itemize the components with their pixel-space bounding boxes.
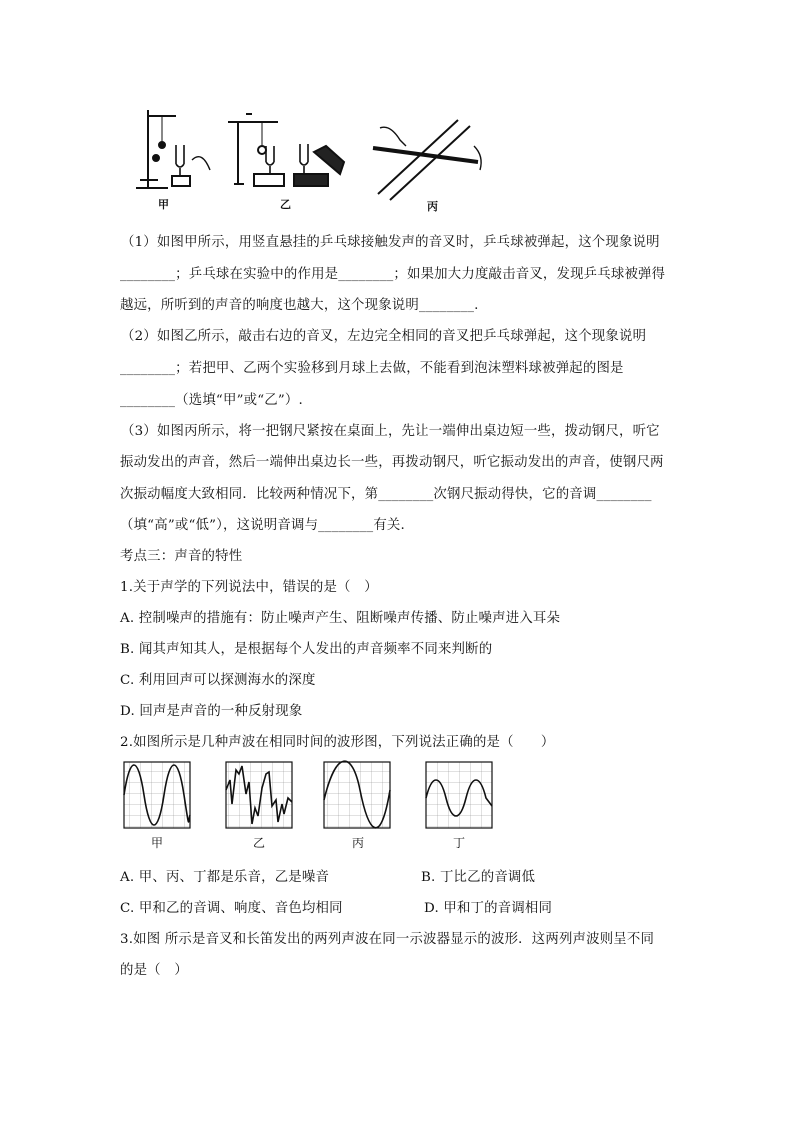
text-line: （填“高”或“低”），这说明音调与________有关. <box>120 518 405 533</box>
q2-option-a: A. 甲、丙、丁都是乐音，乙是噪音 <box>120 870 330 885</box>
text-line: （3）如图丙所示，将一把钢尺紧按在桌面上，先让一端伸出桌边短一些，拨动钢尺，听它 <box>121 424 660 439</box>
text-line: 振动发出的声音，然后一端伸出桌边长一些，再拨动钢尺，听它振动发出的声音，使钢尺两 <box>120 455 664 470</box>
q2-option-b: B. 丁比乙的音调低 <box>421 870 536 885</box>
q1-option-c: C. 利用回声可以探测海水的深度 <box>120 673 316 688</box>
text-line: ________；若把甲、乙两个实验移到月球上去做，不能看到泡沫塑料球被弹起的图是 <box>120 361 624 376</box>
waveform-ding <box>426 762 492 828</box>
question-3-cont: 的是（ ） <box>120 963 188 978</box>
question-3: 3.如图 所示是音叉和长笛发出的两列声波在同一示波器显示的波形．这两列声波则呈不同 <box>120 932 655 947</box>
q2-option-d: D. 甲和丁的音调相同 <box>424 901 553 916</box>
experiment-figure <box>128 100 508 212</box>
q1-option-b: B. 闻其声知其人，是根据每个人发出的声音频率不同来判断的 <box>120 642 493 657</box>
q2-option-c: C. 甲和乙的音调、响度、音色均相同 <box>120 901 343 916</box>
waveform-figure <box>118 760 498 832</box>
figure-label-yi: 乙 <box>280 198 291 211</box>
q1-option-d: D. 回声是声音的一种反射现象 <box>120 704 303 719</box>
text-line: ________；乒乓球在实验中的作用是________；如果加大力度敲击音叉，发现乒乓球被弹得 <box>120 267 666 282</box>
waveform-label-bing: 丙 <box>352 836 365 850</box>
text-line: （2）如图乙所示，敲击右边的音叉，左边完全相同的音叉把乒乓球弹起，这个现象说明 <box>121 329 647 344</box>
waveform-label-jia: 甲 <box>151 836 164 850</box>
text-line: 次振动幅度大致相同．比较两种情况下，第________次钢尺振动得快，它的音调________ <box>120 487 652 502</box>
waveform-label-ding: 丁 <box>453 836 466 850</box>
text-line: 越远，所听到的声音的响度也越大，这个现象说明________. <box>120 298 479 313</box>
waveform-label-yi: 乙 <box>253 836 266 850</box>
q1-option-a: A. 控制噪声的措施有：防止噪声产生、阻断噪声传播、防止噪声进入耳朵 <box>120 611 561 626</box>
waveform-yi <box>226 762 292 828</box>
section-heading: 考点三：声音的特性 <box>120 549 243 564</box>
text-line: ________（选填“甲”或“乙”）. <box>120 393 303 408</box>
figure-label-bing: 丙 <box>427 200 438 213</box>
figure-label-jia: 甲 <box>158 198 169 211</box>
text-line: （1）如图甲所示，用竖直悬挂的乒乓球接触发声的音叉时，乒乓球被弹起，这个现象说明 <box>121 235 660 250</box>
waveform-bing <box>324 761 390 828</box>
question-1: 1.关于声学的下列说法中，错误的是（ ） <box>120 580 378 595</box>
question-2: 2.如图所示是几种声波在相同时间的波形图，下列说法正确的是（ ） <box>120 735 555 750</box>
waveform-jia <box>124 762 190 828</box>
